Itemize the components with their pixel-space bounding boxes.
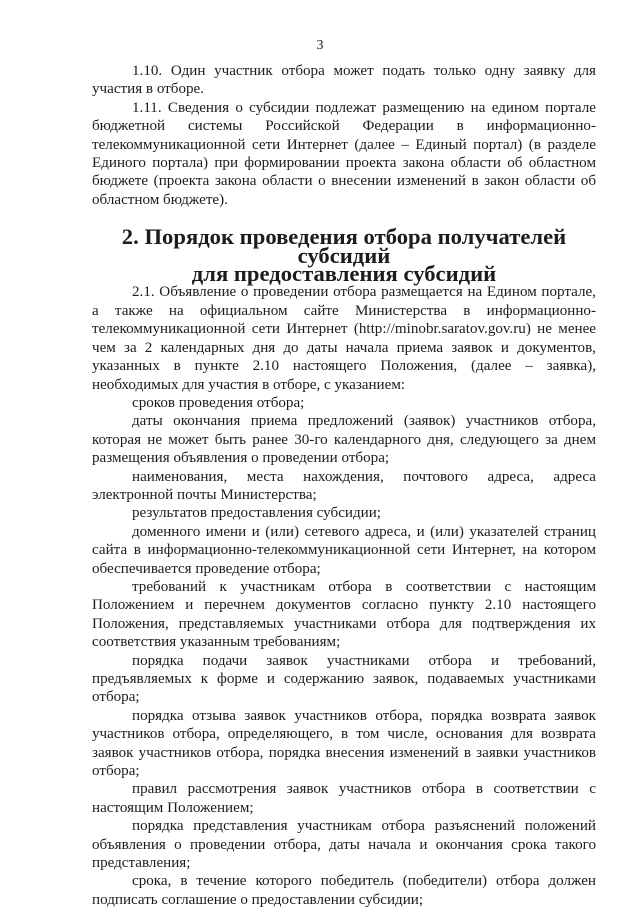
list-item-requirements: требований к участникам отбора в соответствии с настоящим Положением и перечнем документов согласно пункту 2.10 настоящего Положения, представляемых участниками отбора для подтверждения их соответствия указанным требованиям; bbox=[92, 578, 596, 651]
paragraph-1-10: 1.10. Один участник отбора может подать только одну заявку для участия в отборе. bbox=[92, 63, 596, 98]
list-item-ministry-address: наименования, места нахождения, почтового адреса, адреса электронной почты Министерства; bbox=[92, 468, 596, 503]
list-item-results: результатов предоставления субсидии; bbox=[132, 505, 382, 522]
paragraph-2-1: 2.1. Объявление о проведении отбора размещается на Едином портале, а также на официальном сайте Министерства в информационно-телекоммуникационной сети Интернет (http://minobr.saratov.gov.ru) не менее чем за 2 календарных дня до даты начала приема заявок и документов, указанных в пункте 2.10 настоящего Положения, (далее – заявка), необходимых для участия в отборе, с указанием: bbox=[92, 284, 596, 393]
list-item-withdrawal-order: порядка отзыва заявок участников отбора, порядка возврата заявок участников отбора, определяющего, в том числе, основания для возврата заявок участников отбора, порядка внесения изменений в заявки участников отбора; bbox=[92, 707, 596, 780]
section-heading bbox=[92, 224, 596, 287]
section-heading-line-1: 2. Порядок проведения отбора получателей субсидий bbox=[121, 224, 567, 268]
paragraph-1-11: 1.11. Сведения о субсидии подлежат размещению на едином портале бюджетной системы Российской Федерации в информационно-телекоммуникационной сети Интернет (далее – Единый портал) (в разделе Единого портала) при формировании проекта закона области об областном бюджете (проекта закона области о внесении изменений в закон области об областном бюджете). bbox=[92, 99, 596, 208]
list-item-agreement-deadline: срока, в течение которого победитель (победители) отбора должен подписать соглашение о предоставлении субсидии; bbox=[92, 873, 596, 908]
list-item-clarifications: порядка представления участникам отбора разъяснений положений объявления о проведении отбора, даты начала и окончания срока такого представления; bbox=[92, 818, 596, 872]
section-heading-line-2: для предоставления субсидий bbox=[191, 261, 497, 287]
list-item-submission-order: порядка подачи заявок участниками отбора и требований, предъявляемых к форме и содержанию заявок, подаваемых участниками отбора; bbox=[92, 652, 596, 706]
page-number: 3 bbox=[316, 38, 324, 53]
list-item-review-rules: правил рассмотрения заявок участников отбора в соответствии с настоящим Положением; bbox=[92, 781, 596, 816]
document-body bbox=[92, 62, 596, 909]
list-item-domain: доменного имени и (или) сетевого адреса, и (или) указателей страниц сайта в информационно-телекоммуникационной сети Интернет, на котором обеспечивается проведение отбора; bbox=[92, 523, 596, 577]
list-item-deadlines: сроков проведения отбора; bbox=[132, 394, 305, 411]
list-item-end-date: даты окончания приема предложений (заявок) участников отбора, которая не может быть ранее 30-го календарного дня, следующего за днем размещения объявления о проведении отбора; bbox=[92, 413, 596, 467]
